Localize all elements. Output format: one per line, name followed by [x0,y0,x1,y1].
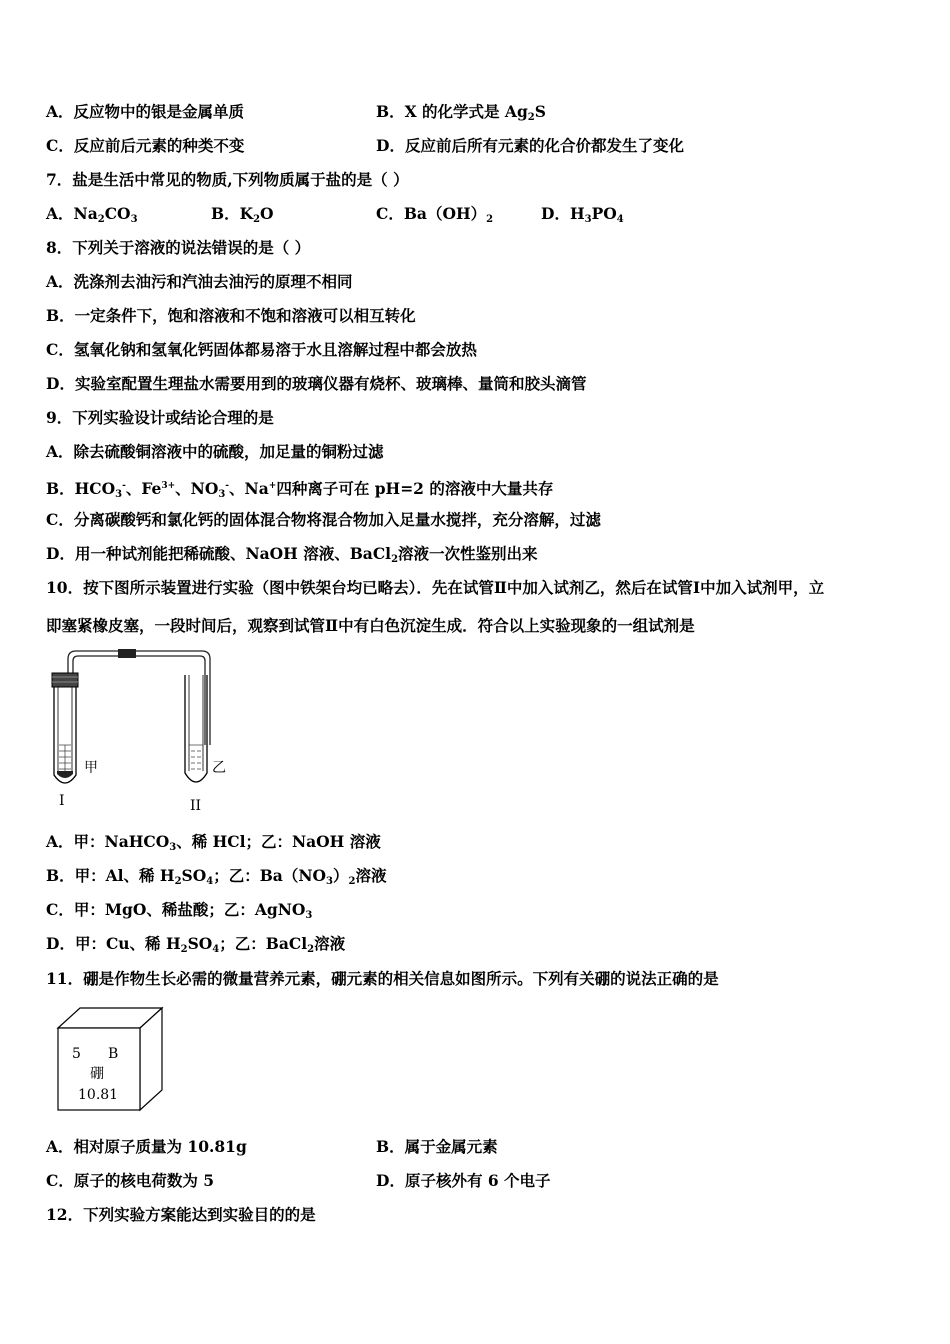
liquid-yi [189,745,203,769]
q7-b-pre: B．K [211,204,254,223]
q6-option-a: A．反应物中的银是金属单质 [46,102,245,121]
element-number: 5 [72,1046,81,1062]
q9-b-5: 四种离子可在 pH=2 的溶液中大量共存 [276,479,554,498]
q11-option-b: B．属于金属元素 [376,1137,498,1156]
liquid-jia [59,745,71,775]
q7-option-d [541,204,624,230]
test-tube-2 [185,675,207,782]
q9-b-2sup: 3+ [161,481,176,491]
label-tube-1: I [59,793,65,809]
q7-c-s1: 2 [486,214,494,225]
q9-b-3s: 3 [218,489,226,500]
q8-option-a: A．洗涤剂去油污和汽油去油污的原理不相同 [46,272,353,291]
q10-option-c [46,900,312,926]
q7-a-s1: 2 [97,214,105,225]
q8-option-b: B．一定条件下，饱和溶液和不饱和溶液可以相互转化 [46,306,416,325]
q8-stem: 8．下列关于溶液的说法错误的是（ ） [46,238,311,257]
q10-d-pre: D．甲：Cu、稀 H [46,934,181,953]
q6-b-pre: B．X 的化学式是 Ag [376,102,528,121]
q9-stem: 9．下列实验设计或结论合理的是 [46,408,274,427]
q7-a-mid: CO [104,204,131,223]
q7-stem: 7．盐是生活中常见的物质,下列物质属于盐的是（ ） [46,170,409,189]
q9-d-post: 溶液一次性鉴别出来 [398,544,538,563]
q9-d-pre: D．用一种试剂能把稀硫酸、NaOH 溶液、BaCl [46,544,392,563]
element-card-figure [52,1006,167,1116]
q10-b-post: 溶液 [355,866,387,885]
q9-option-a: A．除去硫酸铜溶液中的硫酸，加足量的铜粉过滤 [46,442,384,461]
element-symbol: B [108,1046,119,1062]
q10-b-s3: 3 [326,876,333,887]
q9-b-3: 、NO [175,479,219,498]
solid-jia [57,771,73,778]
q11-option-a: A．相对原子质量为 10.81g [46,1137,247,1156]
q10-option-a [46,832,381,858]
q9-option-c: C．分离碳酸钙和氯化钙的固体混合物将混合物加入足量水搅拌，充分溶解，过滤 [46,510,601,529]
label-yi: 乙 [212,760,226,776]
q9-b-1s: 3 [115,489,123,500]
q12-stem: 12．下列实验方案能达到实验目的的是 [46,1205,316,1224]
q6-option-b [376,102,546,128]
q11-stem: 11．硼是作物生长必需的微量营养元素，硼元素的相关信息如图所示。下列有关硼的说法正确的是 [46,969,719,988]
q11-option-c: C．原子的核电荷数为 5 [46,1171,215,1190]
element-name: 硼 [90,1066,104,1082]
q10-option-d [46,934,345,960]
test-tube-apparatus-figure [40,645,240,820]
q10-d-post: 溶液 [314,934,346,953]
q7-c-pre: C．Ba（OH） [376,204,487,223]
q10-stem-line2: 即塞紧橡皮塞，一段时间后，观察到试管Ⅱ中有白色沉淀生成．符合以上实验现象的一组试剂是 [46,616,695,635]
q7-option-c [376,204,493,230]
q7-a-pre: A．Na [46,204,98,223]
q10-stem-line1: 10．按下图所示装置进行实验（图中铁架台均已略去）．先在试管Ⅱ中加入试剂乙，然后在试管Ⅰ中加入试剂甲，立 [46,578,825,597]
q9-option-b [46,476,553,505]
q10-b-mid: SO [181,866,207,885]
q7-b-post: O [260,204,274,223]
q10-b-pre: B．甲：Al、稀 H [46,866,175,885]
q9-b-3sup: - [225,481,230,491]
q10-b-s4: 2 [348,876,356,887]
q10-d-s3: 2 [307,944,315,955]
q9-b-1: B．HCO [46,479,116,498]
q9-b-1sup: - [122,481,126,491]
q10-b-s1: 2 [174,876,182,887]
q9-b-2: 、Fe [125,479,162,498]
q10-b-mid2: ；乙：Ba（NO [213,866,327,885]
q7-a-s2: 3 [130,214,138,225]
q7-option-b [211,204,274,230]
q10-d-mid2: ；乙：BaCl [219,934,308,953]
q7-b-s1: 2 [253,214,261,225]
q10-d-mid: SO [187,934,213,953]
q8-option-c: C．氢氧化钠和氢氧化钙固体都易溶于水且溶解过程中都会放热 [46,340,477,359]
q10-a-pre: A．甲：NaHCO [46,832,170,851]
q10-c-s: 3 [305,910,313,921]
element-mass: 10.81 [78,1087,119,1103]
q11-option-d: D．原子核外有 6 个电子 [376,1171,551,1190]
q10-c-pre: C．甲：MgO、稀盐酸；乙：AgNO [46,900,306,919]
q6-option-c: C．反应前后元素的种类不变 [46,136,245,155]
rubber-joint [118,649,136,658]
q9-d-s: 2 [391,554,399,565]
q8-option-d: D．实验室配置生理盐水需要用到的玻璃仪器有烧杯、玻璃棒、量筒和胶头滴管 [46,374,587,393]
rubber-stopper [52,673,78,687]
q10-a-post: 、稀 HCl；乙：NaOH 溶液 [176,832,381,851]
q7-d-pre: D．H [541,204,585,223]
label-tube-2: II [190,798,202,814]
q10-b-mid3: ） [333,866,349,885]
q7-option-a [46,204,138,230]
q10-d-s2: 4 [212,944,220,955]
q9-option-d [46,544,538,570]
label-jia: 甲 [84,760,98,776]
q7-d-s1: 3 [584,214,592,225]
q6-b-post: S [534,102,546,121]
q9-b-4sup: + [268,481,277,491]
q10-option-b [46,866,387,892]
q6-option-d: D．反应前后所有元素的化合价都发生了变化 [376,136,684,155]
q7-d-mid: PO [591,204,617,223]
q10-d-s1: 2 [180,944,188,955]
q6-b-sub: 2 [527,112,535,123]
q10-a-s: 3 [169,842,177,853]
q10-b-s2: 4 [206,876,214,887]
q9-b-4: 、Na [229,479,269,498]
q7-d-s2: 4 [616,214,624,225]
